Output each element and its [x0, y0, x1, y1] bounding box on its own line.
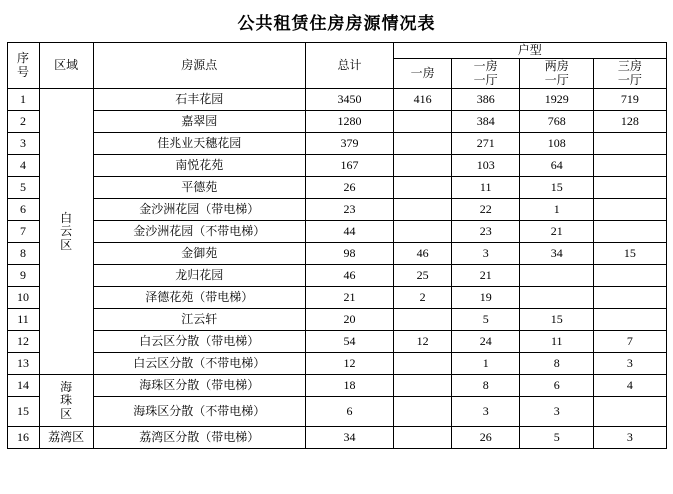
cell-total: 1280 — [305, 111, 393, 133]
cell-type-1 — [394, 133, 452, 155]
cell-type-2: 23 — [452, 221, 520, 243]
cell-total: 379 — [305, 133, 393, 155]
cell-point: 平德苑 — [93, 177, 305, 199]
cell-type-3: 21 — [520, 221, 594, 243]
area-group-haizhu: 海 珠 区 — [39, 375, 93, 427]
column-header-type-4: 三房 一厅 — [594, 59, 666, 89]
table-row — [7, 199, 666, 221]
cell-type-2: 22 — [452, 199, 520, 221]
table-row — [7, 221, 666, 243]
cell-type-3: 11 — [520, 331, 594, 353]
cell-point: 泽德花苑（带电梯） — [93, 287, 305, 309]
cell-type-1 — [394, 375, 452, 397]
cell-type-3: 34 — [520, 243, 594, 265]
table-row — [7, 133, 666, 155]
cell-total: 26 — [305, 177, 393, 199]
cell-no: 12 — [7, 331, 39, 353]
cell-type-4: 128 — [594, 111, 666, 133]
cell-total: 23 — [305, 199, 393, 221]
cell-point: 海珠区分散（不带电梯） — [93, 397, 305, 427]
cell-no: 11 — [7, 309, 39, 331]
cell-type-1: 25 — [394, 265, 452, 287]
cell-total: 34 — [305, 427, 393, 449]
cell-total: 21 — [305, 287, 393, 309]
cell-type-1 — [394, 309, 452, 331]
cell-point: 江云轩 — [93, 309, 305, 331]
cell-type-2: 19 — [452, 287, 520, 309]
cell-point: 金沙洲花园（不带电梯） — [93, 221, 305, 243]
table-row — [7, 427, 666, 449]
cell-type-4 — [594, 177, 666, 199]
cell-type-1: 2 — [394, 287, 452, 309]
cell-point: 嘉翠园 — [93, 111, 305, 133]
cell-type-3: 6 — [520, 375, 594, 397]
cell-type-4 — [594, 155, 666, 177]
cell-point: 白云区分散（不带电梯） — [93, 353, 305, 375]
cell-type-3: 15 — [520, 309, 594, 331]
cell-point: 南悦花苑 — [93, 155, 305, 177]
table-row — [7, 309, 666, 331]
cell-type-2: 3 — [452, 243, 520, 265]
cell-no: 6 — [7, 199, 39, 221]
cell-type-4 — [594, 199, 666, 221]
cell-total: 167 — [305, 155, 393, 177]
cell-type-1 — [394, 199, 452, 221]
cell-type-3: 8 — [520, 353, 594, 375]
cell-type-4: 3 — [594, 427, 666, 449]
cell-type-3: 768 — [520, 111, 594, 133]
cell-no: 15 — [7, 397, 39, 427]
column-header-no: 序 号 — [7, 43, 39, 89]
cell-type-1 — [394, 427, 452, 449]
table-row — [7, 287, 666, 309]
cell-type-3 — [520, 265, 594, 287]
cell-type-4 — [594, 221, 666, 243]
cell-type-3 — [520, 287, 594, 309]
cell-point: 金沙洲花园（带电梯） — [93, 199, 305, 221]
cell-type-1 — [394, 111, 452, 133]
cell-type-2: 103 — [452, 155, 520, 177]
cell-type-3: 64 — [520, 155, 594, 177]
table-row — [7, 243, 666, 265]
table-row — [7, 353, 666, 375]
column-header-area: 区域 — [39, 43, 93, 89]
cell-type-1 — [394, 397, 452, 427]
cell-no: 7 — [7, 221, 39, 243]
column-header-type-2: 一房 一厅 — [452, 59, 520, 89]
table-header-row-1 — [7, 43, 666, 59]
cell-type-4 — [594, 265, 666, 287]
column-header-type-3: 两房 一厅 — [520, 59, 594, 89]
table-row — [7, 155, 666, 177]
cell-total: 3450 — [305, 89, 393, 111]
cell-point: 金御苑 — [93, 243, 305, 265]
table-row — [7, 111, 666, 133]
cell-type-4: 15 — [594, 243, 666, 265]
cell-no: 2 — [7, 111, 39, 133]
cell-no: 4 — [7, 155, 39, 177]
cell-type-2: 271 — [452, 133, 520, 155]
cell-type-3: 15 — [520, 177, 594, 199]
area-group-liwan: 荔湾区 — [39, 427, 93, 449]
cell-type-4 — [594, 133, 666, 155]
cell-type-1: 12 — [394, 331, 452, 353]
table-row — [7, 331, 666, 353]
cell-type-2: 21 — [452, 265, 520, 287]
cell-point: 白云区分散（带电梯） — [93, 331, 305, 353]
cell-type-2: 3 — [452, 397, 520, 427]
cell-total: 6 — [305, 397, 393, 427]
cell-point: 石丰花园 — [93, 89, 305, 111]
cell-total: 54 — [305, 331, 393, 353]
column-header-type-1: 一房 — [394, 59, 452, 89]
cell-type-4: 7 — [594, 331, 666, 353]
cell-type-4: 3 — [594, 353, 666, 375]
housing-source-table — [7, 42, 667, 449]
cell-type-1 — [394, 221, 452, 243]
cell-type-4 — [594, 287, 666, 309]
cell-no: 8 — [7, 243, 39, 265]
cell-no: 1 — [7, 89, 39, 111]
cell-type-3: 1 — [520, 199, 594, 221]
column-header-total: 总计 — [305, 43, 393, 89]
table-row — [7, 375, 666, 397]
cell-point: 佳兆业天穗花园 — [93, 133, 305, 155]
cell-type-2: 24 — [452, 331, 520, 353]
table-row — [7, 265, 666, 287]
cell-total: 44 — [305, 221, 393, 243]
table-row — [7, 89, 666, 111]
cell-type-2: 8 — [452, 375, 520, 397]
column-header-point: 房源点 — [93, 43, 305, 89]
area-group-baiyun: 白 云 区 — [39, 89, 93, 375]
cell-total: 20 — [305, 309, 393, 331]
cell-type-2: 5 — [452, 309, 520, 331]
cell-point: 龙归花园 — [93, 265, 305, 287]
cell-point: 海珠区分散（带电梯） — [93, 375, 305, 397]
cell-total: 12 — [305, 353, 393, 375]
cell-type-1: 416 — [394, 89, 452, 111]
cell-type-2: 1 — [452, 353, 520, 375]
table-row — [7, 397, 666, 427]
cell-no: 3 — [7, 133, 39, 155]
cell-type-3: 3 — [520, 397, 594, 427]
cell-type-2: 11 — [452, 177, 520, 199]
table-row — [7, 177, 666, 199]
cell-type-1 — [394, 353, 452, 375]
cell-total: 46 — [305, 265, 393, 287]
cell-type-4: 719 — [594, 89, 666, 111]
cell-no: 16 — [7, 427, 39, 449]
cell-no: 13 — [7, 353, 39, 375]
page-title: 公共租赁住房房源情况表 — [237, 14, 436, 33]
cell-type-4 — [594, 397, 666, 427]
cell-type-4 — [594, 309, 666, 331]
cell-type-1: 46 — [394, 243, 452, 265]
cell-no: 10 — [7, 287, 39, 309]
cell-type-3: 108 — [520, 133, 594, 155]
cell-type-3: 1929 — [520, 89, 594, 111]
cell-total: 98 — [305, 243, 393, 265]
cell-point: 荔湾区分散（带电梯） — [93, 427, 305, 449]
cell-type-2: 384 — [452, 111, 520, 133]
cell-no: 5 — [7, 177, 39, 199]
cell-no: 9 — [7, 265, 39, 287]
cell-total: 18 — [305, 375, 393, 397]
column-header-type-group: 户型 — [394, 43, 666, 59]
cell-type-4: 4 — [594, 375, 666, 397]
cell-type-2: 386 — [452, 89, 520, 111]
cell-no: 14 — [7, 375, 39, 397]
cell-type-3: 5 — [520, 427, 594, 449]
cell-type-1 — [394, 177, 452, 199]
cell-type-1 — [394, 155, 452, 177]
cell-type-2: 26 — [452, 427, 520, 449]
